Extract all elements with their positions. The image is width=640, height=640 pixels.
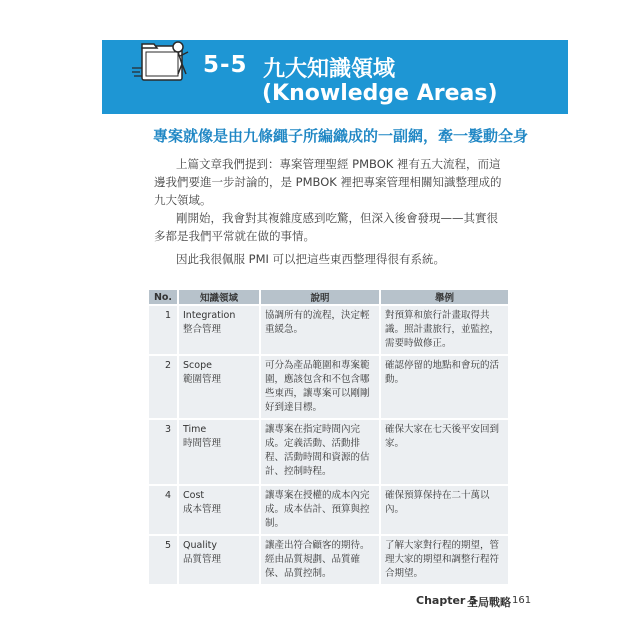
paragraph-3 (154, 250, 506, 268)
table-row (149, 356, 508, 418)
row-number: 3 (149, 420, 177, 484)
paragraph-2 (154, 209, 506, 245)
description-cell: 協調所有的流程，決定輕重緩急。 (261, 306, 379, 354)
table-row (149, 420, 508, 484)
area-cell (179, 486, 259, 534)
paragraph-1 (154, 155, 506, 209)
area-english: Integration (183, 310, 236, 321)
footer-chapter-title: 全局戰略 (467, 596, 511, 609)
section-title: 九大知識領域 (263, 57, 396, 82)
area-chinese: 成本管理 (183, 504, 222, 515)
example-cell: 了解大家對行程的期望，管理大家的期望和調整行程符合期望。 (381, 536, 508, 584)
paragraph-1-text: 上篇文章我們提到：專案管理聖經 PMBOK 裡有五大流程，而這邊我們要進一步討論的，是 PMBOK 裡把專案管理相關知識整理成的九大領域。 (154, 157, 502, 207)
header-example: 舉例 (381, 290, 508, 304)
example-cell: 確認停留的地點和會玩的活動。 (381, 356, 508, 418)
area-english: Quality (183, 540, 217, 551)
row-number: 2 (149, 356, 177, 418)
area-english: Scope (183, 360, 212, 371)
area-chinese: 範圍管理 (183, 374, 222, 385)
header-description: 說明 (261, 290, 379, 304)
description-cell: 讓專案在指定時間內完成。定義活動、活動排程、活動時間和資源的估計、控制時程。 (261, 420, 379, 484)
paragraph-3-text: 因此我很佩服 PMI 可以把這些東西整理得很有系統。 (176, 252, 446, 266)
row-number: 5 (149, 536, 177, 584)
header-area: 知識領域 (179, 290, 259, 304)
section-number: 5-5 (203, 52, 248, 78)
folder-character-icon (128, 38, 196, 88)
example-cell: 確保大家在七天後平安回到家。 (381, 420, 508, 484)
area-chinese: 時間管理 (183, 438, 222, 449)
section-subtitle: (Knowledge Areas) (262, 81, 498, 106)
description-cell: 讓產出符合顧客的期待。經由品質規劃、品質確保、品質控制。 (261, 536, 379, 584)
header-no: No. (149, 290, 177, 304)
table-row (149, 306, 508, 354)
example-cell: 對預算和旅行計畫取得共識。照計畫旅行，並監控，需要時做修正。 (381, 306, 508, 354)
area-chinese: 品質管理 (183, 554, 222, 565)
table-row (149, 486, 508, 534)
description-cell: 可分為產品範圍和專案範圍，應該包含和不包含哪些東西，讓專案可以剛剛好到達目標。 (261, 356, 379, 418)
footer-chapter-label: Chapter 5 (416, 594, 477, 607)
area-cell (179, 536, 259, 584)
row-number: 4 (149, 486, 177, 534)
area-english: Time (183, 424, 207, 435)
area-english: Cost (183, 490, 205, 501)
table-header-row (149, 290, 508, 304)
area-cell (179, 306, 259, 354)
table-row (149, 536, 508, 584)
section-heading: 專案就像是由九條繩子所編織成的一副網，牽一髮動全身 (153, 127, 529, 145)
paragraph-2-text: 剛開始，我會對其複雜度感到吃驚，但深入後會發現——其實很多都是我們平常就在做的事情。 (154, 211, 498, 243)
knowledge-areas-table (147, 288, 510, 586)
page-number: 161 (512, 595, 532, 606)
description-cell: 讓專案在授權的成本內完成。成本估計、預算與控制。 (261, 486, 379, 534)
area-cell (179, 356, 259, 418)
example-cell: 確保預算保持在二十萬以內。 (381, 486, 508, 534)
row-number: 1 (149, 306, 177, 354)
area-chinese: 整合管理 (183, 324, 222, 335)
area-cell (179, 420, 259, 484)
